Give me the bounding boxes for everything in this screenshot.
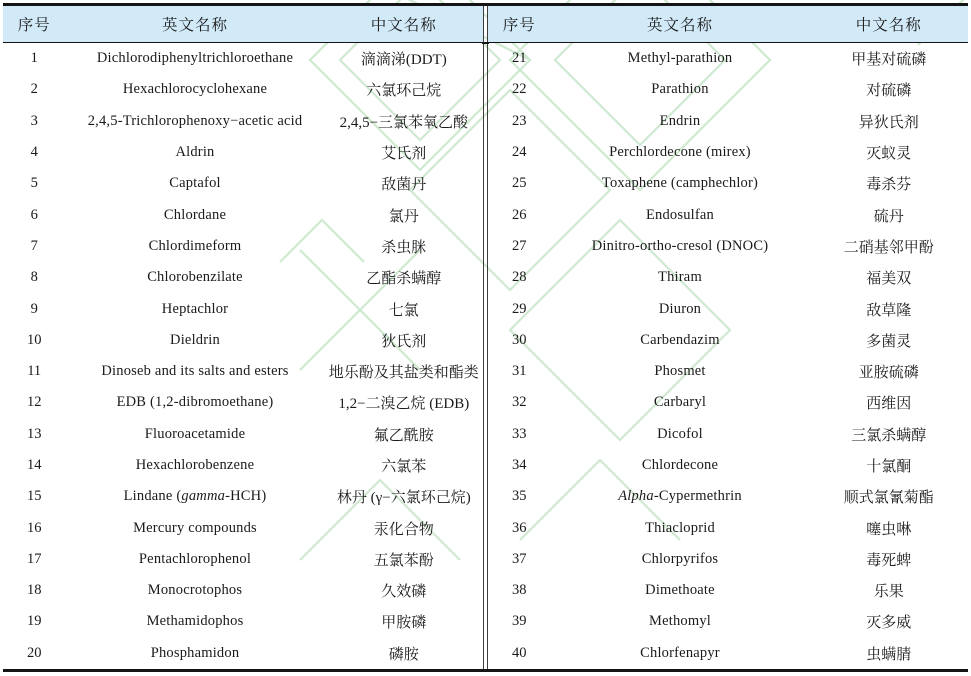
- cell-index: 25: [511, 175, 527, 192]
- cell-index: 21: [511, 50, 527, 67]
- cell-chinese: 三氯杀螨醇: [851, 427, 927, 444]
- cell-chinese: 乙酯杀螨醇: [366, 271, 442, 288]
- cell-index: 37: [511, 550, 527, 567]
- table-row: [3, 387, 483, 418]
- cell-index: 28: [511, 269, 527, 286]
- table-row: [3, 43, 483, 75]
- cell-english: Dinitro-ortho-cresol (DNOC): [591, 237, 769, 254]
- cell-index: 20: [26, 644, 42, 661]
- cell-english: Methyl-parathion: [627, 50, 733, 67]
- cell-english: Endrin: [659, 112, 701, 129]
- header-row: [488, 6, 968, 43]
- cell-index: 13: [26, 425, 42, 442]
- cell-english: Dimethoate: [645, 582, 715, 599]
- table-row: [3, 638, 483, 669]
- cell-chinese: 对硫磷: [866, 83, 912, 100]
- cell-chinese: 1,2−二溴乙烷 (EDB): [338, 396, 470, 413]
- cell-index: 9: [30, 300, 38, 317]
- cell-chinese: 虫螨腈: [866, 646, 912, 663]
- cell-index: 1: [30, 50, 38, 67]
- cell-chinese: 甲基对硫磷: [851, 52, 927, 69]
- cell-english: Toxaphene (camphechlor): [601, 175, 759, 192]
- cell-index: 24: [511, 144, 527, 161]
- table-row: [3, 74, 483, 105]
- cell-index: 40: [511, 644, 527, 661]
- cell-chinese: 久效磷: [381, 584, 427, 601]
- cell-english: Dicofol: [657, 425, 703, 442]
- col-header-index: 序号: [3, 6, 65, 43]
- cell-english: Endosulfan: [645, 206, 715, 223]
- cell-index: 15: [26, 488, 42, 505]
- cell-english: Phosmet: [654, 363, 706, 380]
- table-divider: [483, 6, 488, 669]
- cell-index: 23: [511, 112, 527, 129]
- cell-english: Chlorpyrifos: [641, 550, 719, 567]
- table-row: [488, 262, 968, 293]
- cell-chinese: 顺式氯氰菊酯: [843, 490, 934, 507]
- table-row: [488, 199, 968, 230]
- cell-chinese: 五氯苯酚: [373, 552, 434, 569]
- cell-chinese: 多菌灵: [866, 333, 912, 350]
- pesticide-table-right: [488, 6, 968, 669]
- table-row: [3, 168, 483, 199]
- table-row: [488, 606, 968, 637]
- table-row: [488, 356, 968, 387]
- cell-english: Thiram: [658, 269, 702, 286]
- cell-english: Aldrin: [175, 144, 215, 161]
- table-row: [488, 419, 968, 450]
- cell-index: 4: [30, 144, 38, 161]
- table-row: [3, 481, 483, 512]
- header-row: [3, 6, 483, 43]
- col-header-index: 序号: [488, 6, 550, 43]
- cell-chinese: 毒杀芬: [866, 177, 912, 194]
- cell-english: Carbendazim: [640, 331, 720, 348]
- cell-chinese: 七氯: [388, 302, 419, 319]
- cell-chinese: 磷胺: [388, 646, 419, 663]
- cell-english: Dieldrin: [170, 331, 220, 348]
- table-row: [488, 168, 968, 199]
- cell-index: 5: [30, 175, 38, 192]
- cell-english: Hexachlorobenzene: [135, 457, 255, 473]
- cell-index: 11: [27, 363, 42, 380]
- cell-english: Diuron: [658, 300, 702, 317]
- table-row: [488, 106, 968, 137]
- cell-english: Dichlorodiphenyltrichloroethane: [96, 50, 294, 67]
- cell-index: 10: [26, 331, 42, 348]
- cell-index: 6: [30, 206, 38, 223]
- cell-index: 34: [511, 457, 527, 473]
- table-row: [3, 231, 483, 262]
- cell-english: Carbaryl: [653, 394, 707, 411]
- cell-english: Alpha-Cypermethrin: [618, 488, 742, 505]
- cell-index: 27: [511, 237, 527, 254]
- col-header-chinese: 中文名称: [810, 6, 968, 43]
- cell-chinese: 福美双: [866, 271, 912, 288]
- cell-index: 33: [511, 425, 527, 442]
- cell-english: Mercury compounds: [133, 519, 257, 536]
- table-row: [488, 638, 968, 669]
- cell-english: 2,4,5-Trichlorophenoxy−acetic acid: [87, 112, 303, 129]
- table-row: [488, 43, 968, 75]
- cell-english: Phosphamidon: [150, 644, 240, 661]
- table-row: [3, 512, 483, 543]
- cell-index: 32: [511, 394, 527, 411]
- cell-english: Chlordane: [163, 206, 227, 223]
- col-header-english: 英文名称: [550, 6, 809, 43]
- table-row: [488, 544, 968, 575]
- cell-english: Chlordimeform: [148, 237, 242, 254]
- table-row: [488, 231, 968, 262]
- cell-index: 31: [511, 363, 527, 380]
- cell-chinese: 甲胺磷: [381, 615, 427, 632]
- table-row: [488, 137, 968, 168]
- cell-chinese: 林丹 (γ−六氯环己烷): [336, 490, 471, 507]
- cell-index: 22: [511, 81, 527, 98]
- cell-index: 3: [30, 112, 38, 129]
- table-container: [3, 3, 968, 672]
- pesticide-table-left: [3, 6, 483, 669]
- cell-chinese: 亚胺硫磷: [858, 365, 919, 382]
- cell-index: 36: [511, 519, 527, 536]
- cell-index: 2: [30, 81, 38, 98]
- cell-chinese: 硫丹: [873, 208, 904, 225]
- cell-chinese: 氟乙酰胺: [373, 427, 434, 444]
- cell-english: Methamidophos: [146, 613, 244, 630]
- cell-english: Parathion: [651, 81, 709, 98]
- cell-english: Pentachlorophenol: [138, 550, 252, 567]
- cell-chinese: 敌草隆: [866, 302, 912, 319]
- cell-index: 12: [26, 394, 42, 411]
- cell-chinese: 灭蚁灵: [866, 146, 912, 163]
- cell-chinese: 十氯酮: [866, 459, 912, 475]
- table-body-left: [3, 43, 483, 669]
- table-row: [488, 293, 968, 324]
- cell-english: EDB (1,2-dibromoethane): [116, 394, 274, 411]
- cell-chinese: 杀虫脒: [381, 239, 427, 256]
- cell-chinese: 西维因: [866, 396, 912, 413]
- cell-index: 26: [511, 206, 527, 223]
- cell-index: 7: [30, 237, 38, 254]
- cell-english: Perchlordecone (mirex): [609, 144, 751, 161]
- cell-chinese: 毒死蜱: [866, 552, 912, 569]
- cell-index: 17: [26, 550, 42, 567]
- cell-chinese: 滴滴涕(DDT): [360, 52, 447, 69]
- cell-english: Thiacloprid: [645, 519, 715, 536]
- cell-english: Monocrotophos: [147, 582, 243, 599]
- table-row: [488, 74, 968, 105]
- table-row: [3, 137, 483, 168]
- table-row: [3, 293, 483, 324]
- table-row: [3, 106, 483, 137]
- cell-chinese: 艾氏剂: [381, 146, 427, 163]
- cell-index: 18: [26, 582, 42, 599]
- table-row: [488, 512, 968, 543]
- cell-chinese: 灭多威: [866, 615, 912, 632]
- cell-english: Chlorfenapyr: [640, 644, 720, 661]
- cell-english: Captafol: [169, 175, 221, 192]
- table-row: [3, 325, 483, 356]
- cell-index: 8: [30, 269, 38, 286]
- cell-index: 30: [511, 331, 527, 348]
- cell-chinese: 2,4,5−三氯苯氧乙酸: [339, 114, 469, 131]
- cell-index: 39: [511, 613, 527, 630]
- table-row: [488, 450, 968, 481]
- cell-chinese: 噻虫啉: [866, 521, 912, 538]
- cell-chinese: 氯丹: [388, 208, 419, 225]
- table-row: [488, 325, 968, 356]
- table-row: [488, 575, 968, 606]
- cell-english: Lindane (gamma-HCH): [123, 488, 267, 505]
- cell-chinese: 异狄氏剂: [858, 114, 919, 131]
- cell-index: 16: [26, 519, 42, 536]
- cell-chinese: 汞化合物: [373, 521, 434, 538]
- cell-index: 35: [511, 488, 527, 505]
- cell-chinese: 乐果: [873, 584, 904, 601]
- cell-chinese: 六氯环己烷: [366, 83, 442, 100]
- cell-english: Chlorobenzilate: [147, 269, 243, 286]
- table-row: [3, 419, 483, 450]
- cell-chinese: 敌菌丹: [381, 177, 427, 194]
- cell-english: Fluoroacetamide: [144, 425, 246, 442]
- cell-english: Methomyl: [648, 613, 711, 630]
- col-header-chinese: 中文名称: [325, 6, 483, 43]
- table-row: [3, 450, 483, 481]
- cell-english: Chlordecone: [641, 457, 719, 473]
- cell-english: Heptachlor: [161, 300, 229, 317]
- cell-index: 29: [511, 300, 527, 317]
- table-row: [3, 575, 483, 606]
- cell-index: 38: [511, 582, 527, 599]
- table-body-right: [488, 43, 968, 669]
- cell-chinese: 狄氏剂: [381, 333, 427, 350]
- table-row: [3, 262, 483, 293]
- col-header-english: 英文名称: [65, 6, 324, 43]
- cell-english: Hexachlorocyclohexane: [122, 81, 268, 98]
- cell-chinese: 六氯苯: [381, 459, 427, 475]
- cell-chinese: 地乐酚及其盐类和酯类: [328, 365, 479, 382]
- table-row: [488, 387, 968, 418]
- table-row: [3, 544, 483, 575]
- cell-index: 14: [26, 457, 42, 473]
- table-row: [3, 199, 483, 230]
- cell-index: 19: [26, 613, 42, 630]
- table-row: [3, 356, 483, 387]
- table-row: [488, 481, 968, 512]
- table-row: [3, 606, 483, 637]
- cell-english: Dinoseb and its salts and esters: [101, 363, 289, 380]
- cell-chinese: 二硝基邻甲酚: [843, 239, 934, 256]
